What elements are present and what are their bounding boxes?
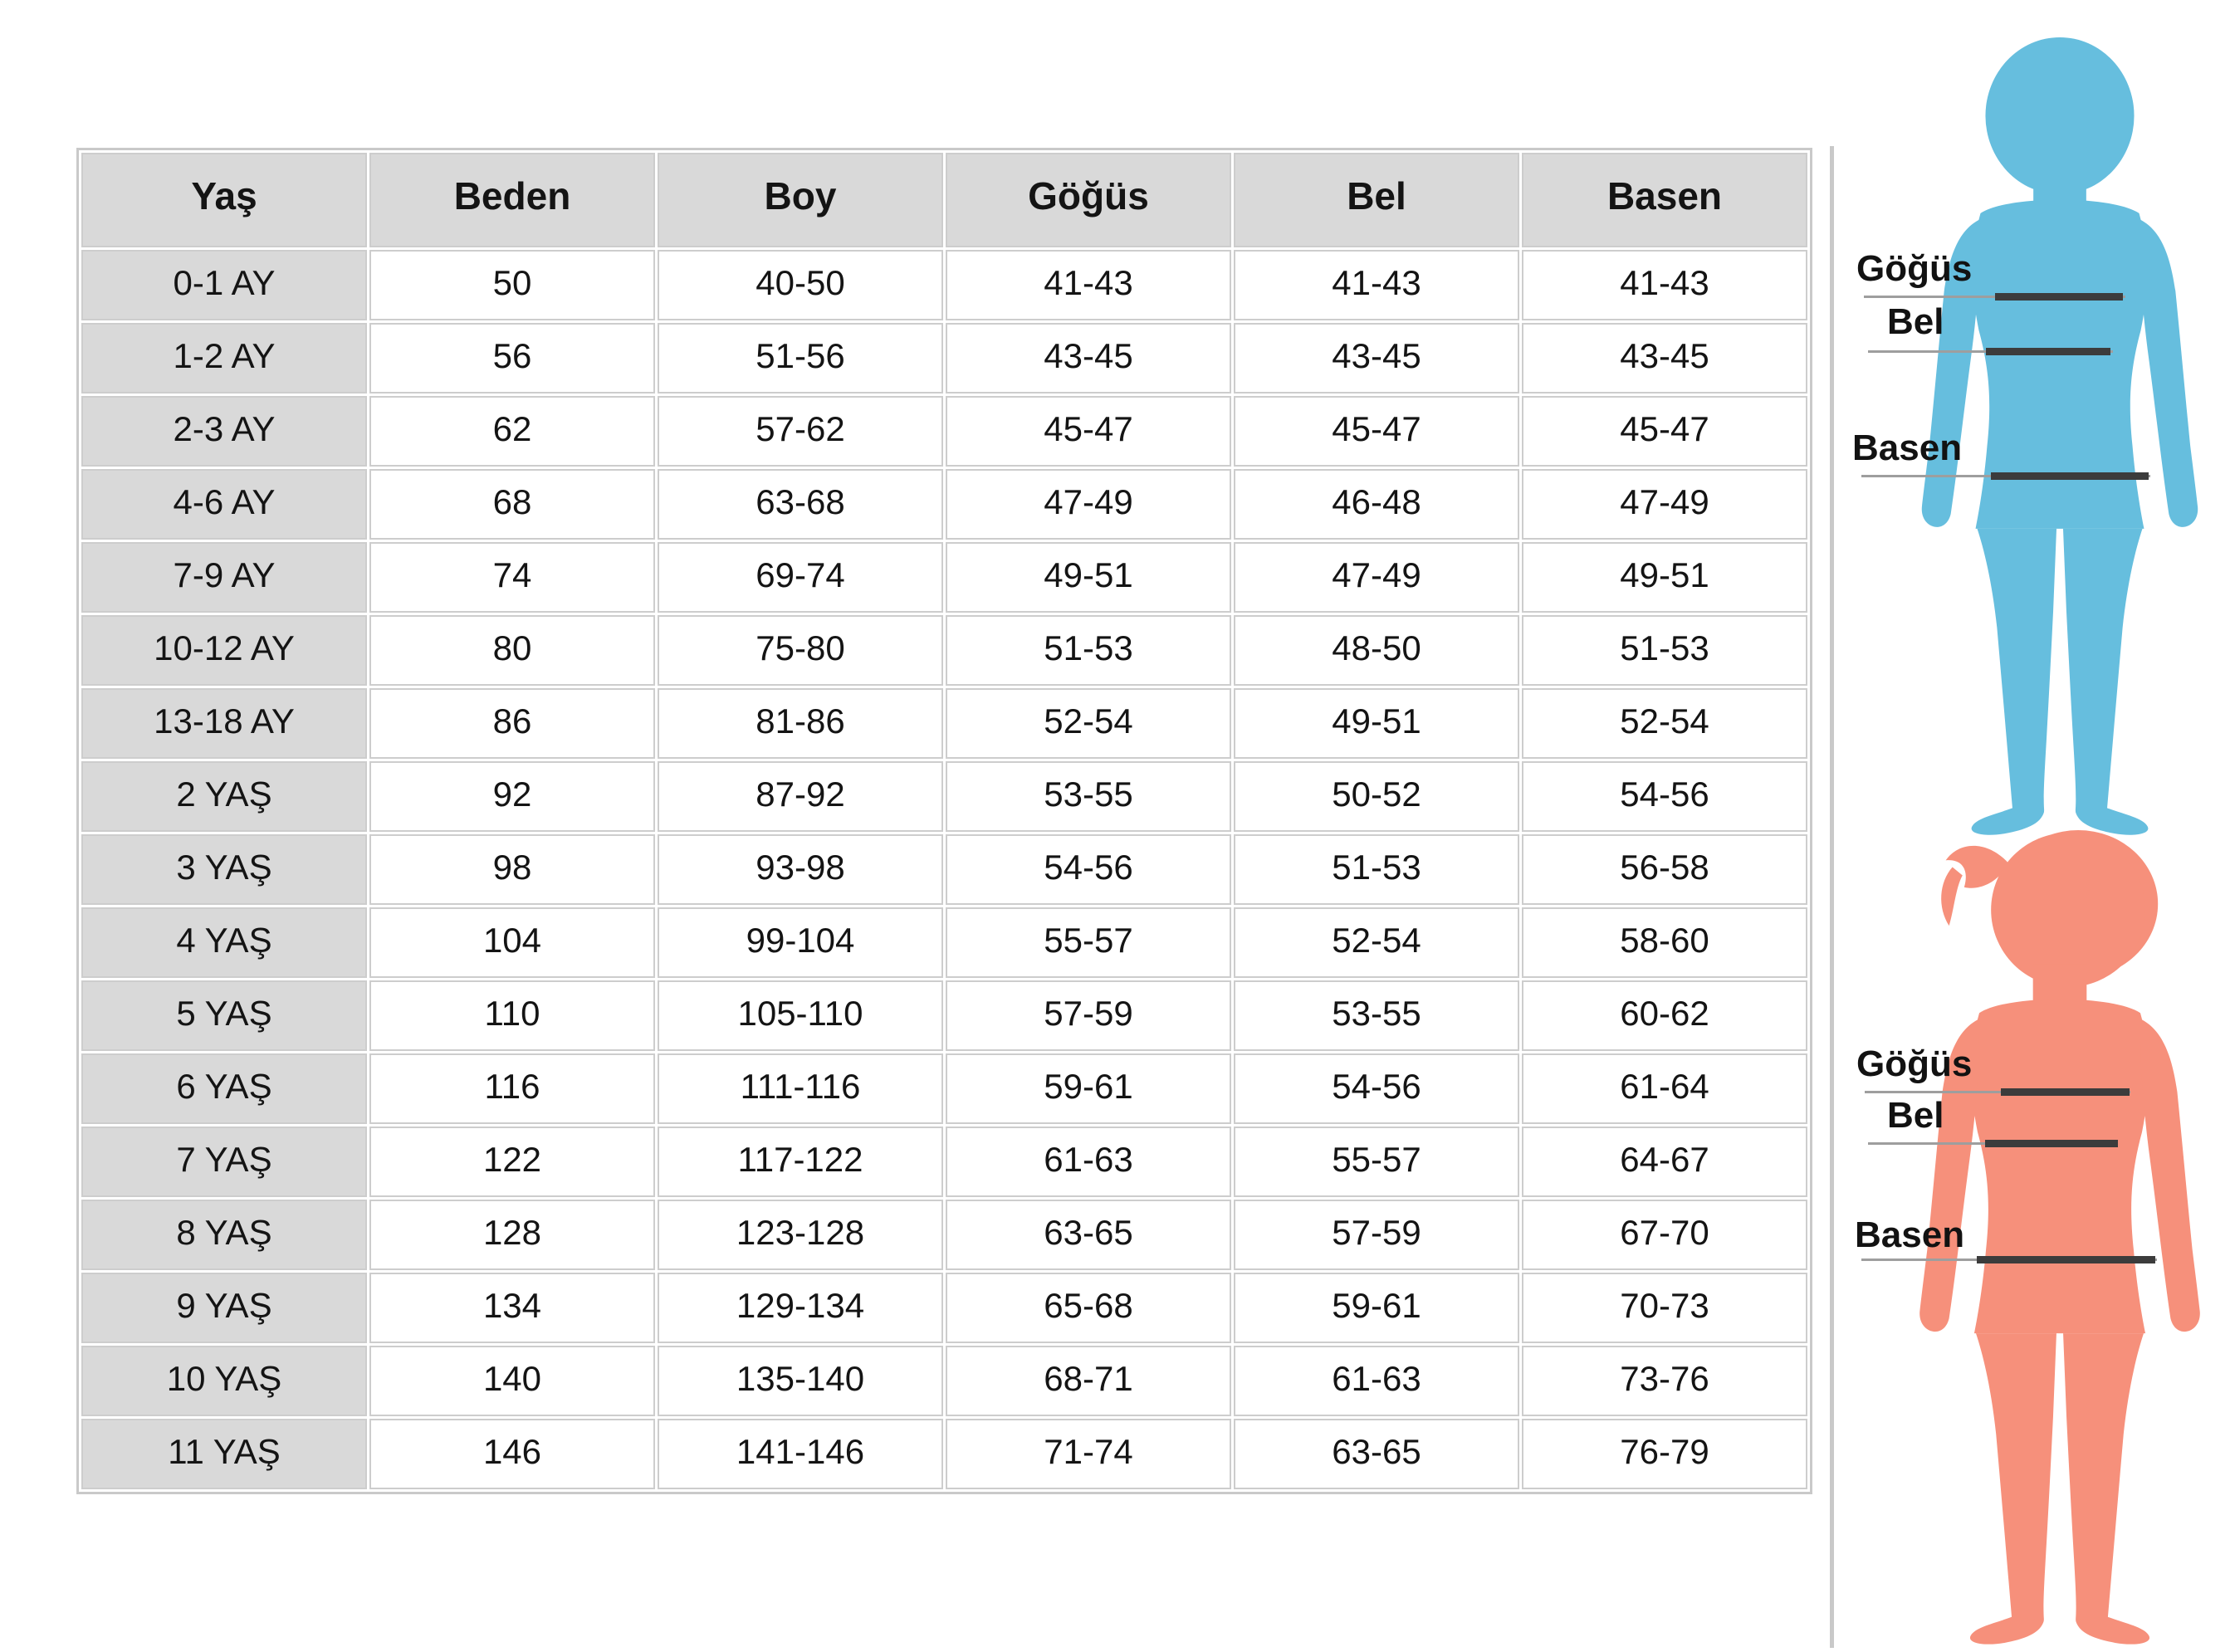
girl-ponytail-strand: [1941, 867, 1963, 926]
cell: 40-50: [658, 250, 943, 320]
vertical-divider: [1830, 146, 1834, 1648]
cell: 81-86: [658, 688, 943, 759]
row-header: 9 YAŞ: [81, 1273, 367, 1343]
table-row: [81, 615, 1807, 686]
column-header-0: Yaş: [81, 153, 367, 247]
cell: 57-59: [1234, 1200, 1519, 1270]
cell: 141-146: [658, 1419, 943, 1489]
cell: 45-47: [946, 396, 1231, 467]
cell: 49-51: [946, 542, 1231, 613]
row-header: 0-1 AY: [81, 250, 367, 320]
girl-right-foot: [2076, 1617, 2149, 1645]
girl-chest-line: [1865, 1091, 2130, 1093]
cell: 41-43: [1522, 250, 1807, 320]
girl-hips-line: [1861, 1259, 2157, 1261]
table-row: [81, 1200, 1807, 1270]
row-header: 6 YAŞ: [81, 1053, 367, 1124]
cell: 55-57: [946, 907, 1231, 978]
cell: 61-63: [1234, 1346, 1519, 1416]
row-header: 13-18 AY: [81, 688, 367, 759]
boy-chest-label: Göğüs: [1856, 248, 1973, 289]
cell: 41-43: [946, 250, 1231, 320]
cell: 128: [369, 1200, 655, 1270]
cell: 80: [369, 615, 655, 686]
column-header-1: Beden: [369, 153, 655, 247]
cell: 73-76: [1522, 1346, 1807, 1416]
cell: 110: [369, 980, 655, 1051]
cell: 99-104: [658, 907, 943, 978]
cell: 51-53: [1522, 615, 1807, 686]
cell: 53-55: [1234, 980, 1519, 1051]
girl-head: [1991, 833, 2145, 987]
cell: 59-61: [1234, 1273, 1519, 1343]
cell: 70-73: [1522, 1273, 1807, 1343]
cell: 71-74: [946, 1419, 1231, 1489]
cell: 122: [369, 1127, 655, 1197]
boy-hips-line: [1861, 475, 2150, 477]
row-header: 10 YAŞ: [81, 1346, 367, 1416]
cell: 68: [369, 469, 655, 540]
cell: 45-47: [1522, 396, 1807, 467]
cell: 55-57: [1234, 1127, 1519, 1197]
cell: 47-49: [1234, 542, 1519, 613]
cell: 63-65: [946, 1200, 1231, 1270]
girl-waist-label: Bel: [1887, 1095, 1944, 1136]
boy-waist-label: Bel: [1887, 301, 1944, 342]
table-row: [81, 396, 1807, 467]
table-row: [81, 1346, 1807, 1416]
cell: 43-45: [1522, 323, 1807, 393]
girl-figure: [1840, 830, 2230, 1648]
cell: 67-70: [1522, 1200, 1807, 1270]
cell: 46-48: [1234, 469, 1519, 540]
column-header-2: Boy: [658, 153, 943, 247]
column-header-3: Göğüs: [946, 153, 1231, 247]
cell: 47-49: [1522, 469, 1807, 540]
table-row: [81, 980, 1807, 1051]
cell: 111-116: [658, 1053, 943, 1124]
girl-right-leg: [2063, 1333, 2144, 1630]
row-header: 4 YAŞ: [81, 907, 367, 978]
cell: 51-53: [946, 615, 1231, 686]
cell: 140: [369, 1346, 655, 1416]
cell: 54-56: [1234, 1053, 1519, 1124]
boy-figure: [1840, 33, 2230, 838]
cell: 51-56: [658, 323, 943, 393]
row-header: 8 YAŞ: [81, 1200, 367, 1270]
boy-hips-label: Basen: [1852, 428, 1963, 468]
table-row: [81, 542, 1807, 613]
girl-left-leg: [1976, 1333, 2056, 1630]
table-row: [81, 1419, 1807, 1489]
cell: 116: [369, 1053, 655, 1124]
table-row: [81, 761, 1807, 832]
cell: 50: [369, 250, 655, 320]
girl-right-arm: [2140, 1019, 2200, 1332]
table-row: [81, 469, 1807, 540]
row-header: 2 YAŞ: [81, 761, 367, 832]
boy-left-leg: [1978, 529, 2057, 822]
cell: 76-79: [1522, 1419, 1807, 1489]
cell: 146: [369, 1419, 655, 1489]
cell: 47-49: [946, 469, 1231, 540]
row-header: 7-9 AY: [81, 542, 367, 613]
table-row: [81, 1273, 1807, 1343]
column-header-5: Basen: [1522, 153, 1807, 247]
cell: 64-67: [1522, 1127, 1807, 1197]
row-header: 4-6 AY: [81, 469, 367, 540]
cell: 69-74: [658, 542, 943, 613]
cell: 52-54: [1522, 688, 1807, 759]
cell: 87-92: [658, 761, 943, 832]
girl-left-foot: [1970, 1617, 2044, 1645]
row-header: 1-2 AY: [81, 323, 367, 393]
cell: 52-54: [1234, 907, 1519, 978]
cell: 129-134: [658, 1273, 943, 1343]
cell: 68-71: [946, 1346, 1231, 1416]
cell: 134: [369, 1273, 655, 1343]
row-header: 2-3 AY: [81, 396, 367, 467]
cell: 49-51: [1234, 688, 1519, 759]
cell: 63-68: [658, 469, 943, 540]
table-row: [81, 1127, 1807, 1197]
cell: 41-43: [1234, 250, 1519, 320]
cell: 86: [369, 688, 655, 759]
table-row: [81, 834, 1807, 905]
cell: 135-140: [658, 1346, 943, 1416]
row-header: 11 YAŞ: [81, 1419, 367, 1489]
cell: 45-47: [1234, 396, 1519, 467]
cell: 53-55: [946, 761, 1231, 832]
row-header: 10-12 AY: [81, 615, 367, 686]
header-row: [81, 153, 1807, 247]
table-row: [81, 250, 1807, 320]
cell: 58-60: [1522, 907, 1807, 978]
cell: 123-128: [658, 1200, 943, 1270]
cell: 52-54: [946, 688, 1231, 759]
cell: 43-45: [1234, 323, 1519, 393]
cell: 93-98: [658, 834, 943, 905]
girl-hips-label: Basen: [1855, 1215, 1965, 1255]
row-header: 5 YAŞ: [81, 980, 367, 1051]
row-header: 3 YAŞ: [81, 834, 367, 905]
cell: 54-56: [946, 834, 1231, 905]
boy-chest-line: [1864, 296, 2125, 298]
cell: 117-122: [658, 1127, 943, 1197]
cell: 60-62: [1522, 980, 1807, 1051]
girl-chest-label: Göğüs: [1856, 1043, 1973, 1084]
row-header: 7 YAŞ: [81, 1127, 367, 1197]
cell: 75-80: [658, 615, 943, 686]
cell: 74: [369, 542, 655, 613]
cell: 54-56: [1522, 761, 1807, 832]
size-chart-table: [76, 148, 1812, 1494]
table-row: [81, 323, 1807, 393]
cell: 105-110: [658, 980, 943, 1051]
table-row: [81, 688, 1807, 759]
cell: 50-52: [1234, 761, 1519, 832]
cell: 59-61: [946, 1053, 1231, 1124]
cell: 56-58: [1522, 834, 1807, 905]
cell: 56: [369, 323, 655, 393]
cell: 48-50: [1234, 615, 1519, 686]
boy-waist-line: [1868, 350, 2113, 353]
cell: 51-53: [1234, 834, 1519, 905]
cell: 57-59: [946, 980, 1231, 1051]
boy-right-leg: [2063, 529, 2143, 822]
girl-torso: [1971, 1000, 2149, 1334]
cell: 61-63: [946, 1127, 1231, 1197]
cell: 43-45: [946, 323, 1231, 393]
cell: 49-51: [1522, 542, 1807, 613]
girl-waist-line: [1868, 1142, 2118, 1145]
cell: 65-68: [946, 1273, 1231, 1343]
table-row: [81, 907, 1807, 978]
cell: 63-65: [1234, 1419, 1519, 1489]
boy-right-arm: [2140, 220, 2198, 527]
cell: 61-64: [1522, 1053, 1807, 1124]
cell: 104: [369, 907, 655, 978]
cell: 62: [369, 396, 655, 467]
table-row: [81, 1053, 1807, 1124]
column-header-4: Bel: [1234, 153, 1519, 247]
cell: 98: [369, 834, 655, 905]
cell: 92: [369, 761, 655, 832]
cell: 57-62: [658, 396, 943, 467]
